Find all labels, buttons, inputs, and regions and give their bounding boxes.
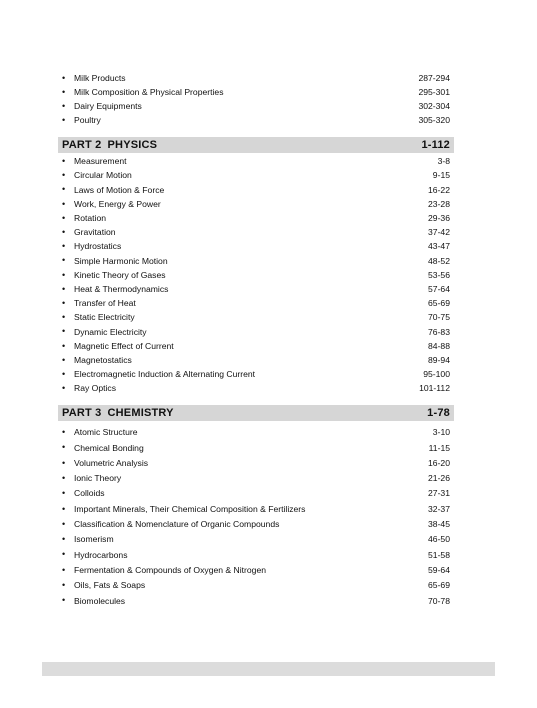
toc-entry[interactable]: [62, 157, 450, 166]
entry-pages: 46-50: [428, 534, 450, 545]
toc-entry[interactable]: [62, 256, 450, 265]
entry-title: Classification & Nomenclature of Organic Compounds: [74, 519, 280, 529]
bullet-icon: •: [62, 101, 66, 111]
entry-pages: 29-36: [428, 213, 450, 223]
entry-title: Milk Products: [74, 73, 126, 84]
toc-entry[interactable]: [62, 370, 450, 379]
toc-entry[interactable]: [62, 489, 450, 498]
section-page-range: 1-112: [421, 139, 450, 151]
entry-title: Work, Energy & Power: [74, 198, 161, 209]
toc-entry[interactable]: [62, 88, 450, 97]
bullet-icon: •: [62, 580, 66, 590]
entry-pages: 16-22: [428, 184, 450, 195]
bullet-icon: •: [62, 534, 66, 545]
bullet-icon: •: [62, 115, 66, 125]
toc-entry[interactable]: [62, 327, 450, 336]
entry-title: Heat & Thermodynamics: [74, 284, 169, 294]
entry-pages: 48-52: [428, 255, 450, 266]
entry-title: Biomolecules: [74, 595, 126, 606]
entry-pages: 59-64: [428, 564, 450, 575]
entry-pages: 84-88: [428, 340, 450, 351]
bullet-icon: •: [62, 212, 66, 223]
entry-title: Circular Motion: [74, 170, 132, 181]
entry-title: Kinetic Theory of Gases: [74, 269, 166, 280]
entry-title: Ray Optics: [74, 383, 117, 394]
entry-pages: 3-8: [437, 156, 450, 167]
entry-title: Dynamic Electricity: [74, 326, 147, 337]
entry-title: Isomerism: [74, 534, 114, 545]
bullet-icon: •: [62, 255, 66, 266]
entry-pages: 57-64: [428, 284, 450, 294]
section-part-label: PART 2: [62, 139, 102, 151]
toc-entry[interactable]: [62, 428, 450, 437]
entry-pages: 9-15: [432, 170, 450, 181]
toc-entry[interactable]: [62, 474, 450, 483]
entry-title: Electromagnetic Induction & Alternating Current: [74, 369, 256, 380]
entry-title: Simple Harmonic Motion: [74, 255, 168, 266]
toc-entry[interactable]: [62, 185, 450, 194]
toc-entry[interactable]: [62, 74, 450, 83]
bullet-icon: •: [62, 312, 66, 323]
entry-title: Transfer of Heat: [74, 298, 136, 309]
entry-pages: 65-69: [428, 298, 450, 309]
bullet-icon: •: [62, 170, 66, 181]
toc-entry[interactable]: [62, 116, 450, 125]
bullet-icon: •: [62, 198, 66, 209]
bullet-icon: •: [62, 354, 66, 365]
toc-entry[interactable]: [62, 384, 450, 393]
bullet-icon: •: [62, 87, 66, 97]
section-header-physics[interactable]: [58, 137, 454, 153]
section-page-range: 1-78: [427, 407, 450, 419]
bullet-icon: •: [62, 326, 66, 337]
toc-entry[interactable]: [62, 520, 450, 529]
bullet-icon: •: [62, 503, 66, 514]
entry-title: Measurement: [74, 156, 127, 167]
entry-title: Hydrocarbons: [74, 549, 128, 560]
bullet-icon: •: [62, 549, 66, 560]
entry-title: Poultry: [74, 115, 101, 126]
entry-pages: 32-37: [428, 503, 450, 514]
toc-entry[interactable]: [62, 505, 450, 514]
bullet-icon: •: [62, 369, 66, 379]
toc-entry[interactable]: [62, 581, 450, 590]
bullet-icon: •: [62, 283, 66, 294]
bullet-icon: •: [62, 595, 66, 606]
bullet-icon: •: [62, 383, 66, 394]
entry-pages: 38-45: [428, 519, 450, 529]
toc-entry[interactable]: [62, 171, 450, 180]
section-name: CHEMISTRY: [107, 407, 174, 419]
toc-entry[interactable]: [62, 285, 450, 294]
entry-title: Atomic Structure: [74, 427, 138, 438]
toc-entry[interactable]: [62, 313, 450, 322]
section-header-chemistry[interactable]: [58, 405, 454, 421]
bullet-icon: •: [62, 488, 66, 499]
entry-title: Rotation: [74, 213, 107, 223]
entry-title: Hydrostatics: [74, 241, 122, 252]
toc-entry[interactable]: [62, 566, 450, 575]
entry-pages: 23-28: [428, 198, 450, 209]
toc-entry[interactable]: [62, 535, 450, 544]
bullet-icon: •: [62, 427, 66, 437]
entry-pages: 302-304: [418, 101, 450, 112]
entry-title: Oils, Fats & Soaps: [74, 580, 146, 591]
entry-title: Chemical Bonding: [74, 442, 144, 453]
bullet-icon: •: [62, 227, 66, 237]
toc-entry[interactable]: [62, 299, 450, 308]
bullet-icon: •: [62, 340, 66, 351]
toc-entry[interactable]: [62, 596, 450, 605]
entry-pages: 3-10: [432, 427, 450, 438]
entry-title: Laws of Motion & Force: [74, 184, 165, 195]
entry-title: Dairy Equipments: [74, 101, 142, 112]
toc-entry[interactable]: [62, 459, 450, 468]
entry-pages: 95-100: [423, 369, 450, 380]
entry-title: Static Electricity: [74, 312, 135, 323]
entry-title: Fermentation & Compounds of Oxygen & Nitrogen: [74, 564, 267, 575]
entry-pages: 89-94: [428, 355, 450, 365]
entry-pages: 21-26: [428, 473, 450, 484]
entry-title: Volumetric Analysis: [74, 457, 149, 468]
bullet-icon: •: [62, 564, 66, 575]
entry-title: Magnetostatics: [74, 355, 132, 365]
bullet-icon: •: [62, 472, 66, 483]
toc-entry[interactable]: [62, 242, 450, 251]
entry-pages: 70-78: [428, 595, 450, 606]
bullet-icon: •: [62, 269, 66, 280]
entry-pages: 16-20: [428, 457, 450, 468]
toc-entry[interactable]: [62, 271, 450, 280]
entry-pages: 101-112: [419, 383, 450, 394]
entry-title: Colloids: [74, 488, 105, 499]
entry-pages: 76-83: [428, 326, 450, 337]
section-part-label: PART 3: [62, 407, 102, 419]
entry-title: Important Minerals, Their Chemical Composition & Fertilizers: [74, 503, 306, 514]
entry-title: Ionic Theory: [74, 473, 122, 484]
bullet-icon: •: [62, 298, 66, 308]
entry-title: Magnetic Effect of Current: [74, 340, 174, 351]
toc-entry[interactable]: [62, 200, 450, 209]
toc-entry[interactable]: [62, 214, 450, 223]
entry-pages: 65-69: [428, 580, 450, 591]
section-name: PHYSICS: [107, 139, 158, 151]
bullet-icon: •: [62, 457, 66, 468]
entry-pages: 51-58: [428, 549, 450, 560]
toc-entry[interactable]: [62, 356, 450, 365]
entry-pages: 53-56: [428, 269, 450, 280]
bullet-icon: •: [62, 442, 66, 453]
bullet-icon: •: [62, 241, 66, 252]
toc-entry[interactable]: [62, 228, 450, 237]
bullet-icon: •: [62, 184, 66, 195]
entry-pages: 70-75: [428, 312, 450, 323]
entry-title: Milk Composition & Physical Properties: [74, 87, 224, 98]
toc-entry[interactable]: [62, 550, 450, 559]
entry-pages: 43-47: [428, 241, 450, 252]
bullet-icon: •: [62, 518, 66, 529]
entry-pages: 287-294: [418, 73, 450, 84]
bullet-icon: •: [62, 73, 66, 83]
entry-pages: 295-301: [418, 87, 450, 98]
entry-title: Gravitation: [74, 227, 116, 238]
entry-pages: 37-42: [428, 227, 450, 238]
footer-bar: [42, 662, 495, 676]
toc-entry[interactable]: [62, 443, 450, 452]
entry-pages: 11-15: [428, 442, 450, 453]
toc-entry[interactable]: [62, 342, 450, 351]
toc-entry[interactable]: [62, 102, 450, 111]
entry-pages: 305-320: [418, 115, 450, 126]
entry-pages: 27-31: [428, 488, 450, 499]
bullet-icon: •: [62, 156, 66, 166]
